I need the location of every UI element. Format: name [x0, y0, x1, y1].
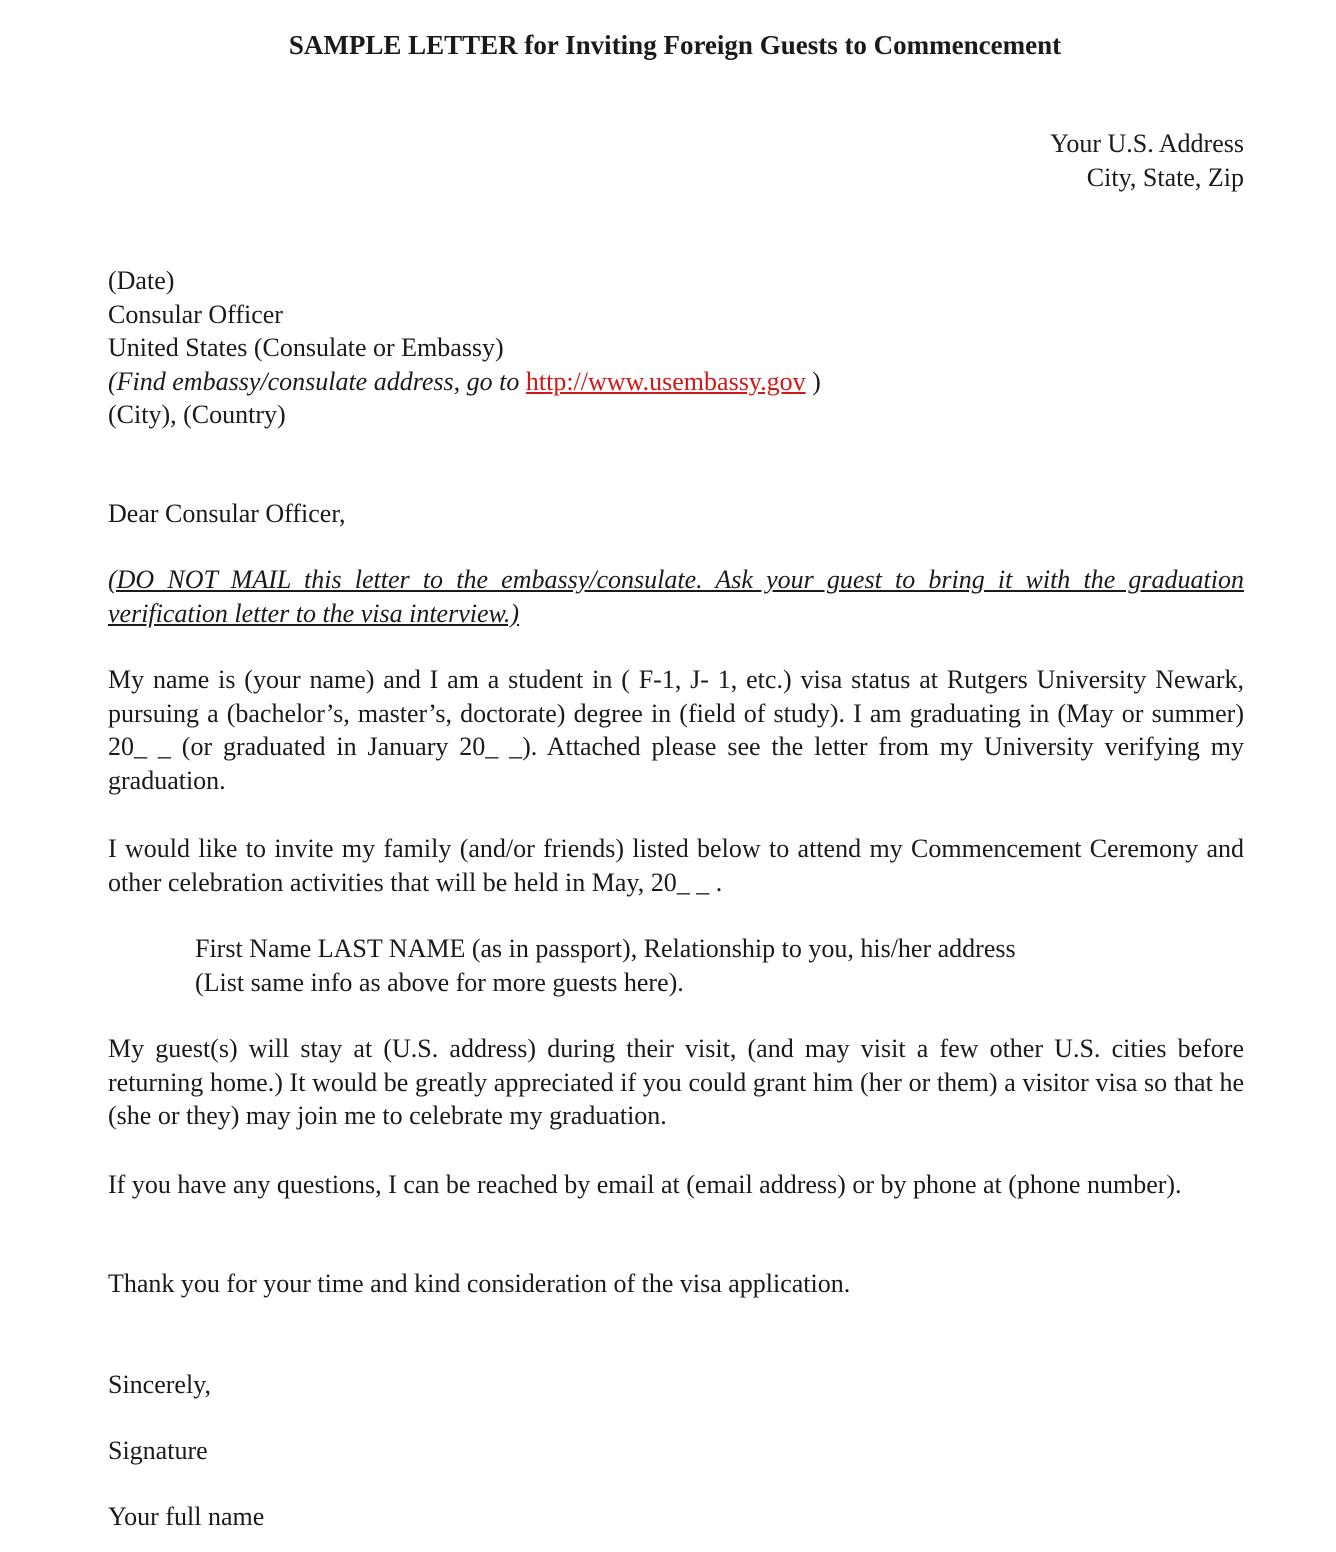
stay-paragraph: My guest(s) will stay at (U.S. address) during their visit, (and may visit a few other U.S. cities before returning home.) It would be greatly appreciated if you could grant him (her or them) a visitor visa so that he (she or they) may join me to celebrate my graduation. — [108, 1034, 1244, 1130]
letter-date: (Date) — [108, 266, 175, 295]
salutation: Dear Consular Officer, — [108, 499, 346, 528]
recipient-city-country: (City), (Country) — [108, 400, 286, 429]
do-not-mail-notice: (DO NOT MAIL this letter to the embassy/consulate. Ask your guest to bring it with the graduation verification letter to the visa interview.) — [108, 565, 1244, 628]
recipient-office: United States (Consulate or Embassy) — [108, 333, 504, 362]
intro-paragraph: My name is (your name) and I am a student in ( F-1, J- 1, etc.) visa status at Rutgers University Newark, pursuing a (bachelor’s, master’s, doctorate) degree in (field of study). I am graduating in (May or summer) 20_ _ (or graduated in January 20_ _). Attached please see the letter from my University verifying my graduation. — [108, 665, 1244, 795]
guest-list — [195, 932, 1235, 999]
recipient-block — [108, 264, 1244, 432]
embassy-lookup-prefix: (Find embassy/consulate address, go to — [108, 366, 526, 396]
sender-address — [108, 127, 1244, 194]
usembassy-link[interactable]: http://www.usembassy.gov — [525, 366, 806, 396]
thanks-paragraph: Thank you for your time and kind consideration of the visa application. — [108, 1269, 851, 1298]
sender-city-line: City, State, Zip — [1086, 162, 1244, 192]
contact-paragraph: If you have any questions, I can be reached by email at (email address) or by phone at (phone number). — [108, 1170, 1182, 1199]
embassy-lookup-line — [108, 365, 1244, 399]
letter-title: SAMPLE LETTER for Inviting Foreign Guests to Commencement — [288, 30, 1062, 60]
closing-sincerely: Sincerely, — [108, 1370, 211, 1399]
embassy-lookup-suffix: ) — [805, 366, 821, 396]
guest-list-note: (List same info as above for more guests here). — [195, 967, 684, 997]
guest-entry: First Name LAST NAME (as in passport), Relationship to you, his/her address — [195, 934, 1016, 963]
sender-address-line: Your U.S. Address — [1050, 129, 1244, 158]
closing-full-name: Your full name — [108, 1502, 265, 1531]
invite-paragraph: I would like to invite my family (and/or friends) listed below to attend my Commencement Ceremony and other celebration activities that will be held in May, 20_ _ . — [108, 834, 1244, 897]
closing-signature: Signature — [108, 1436, 208, 1465]
recipient-officer: Consular Officer — [108, 299, 283, 329]
